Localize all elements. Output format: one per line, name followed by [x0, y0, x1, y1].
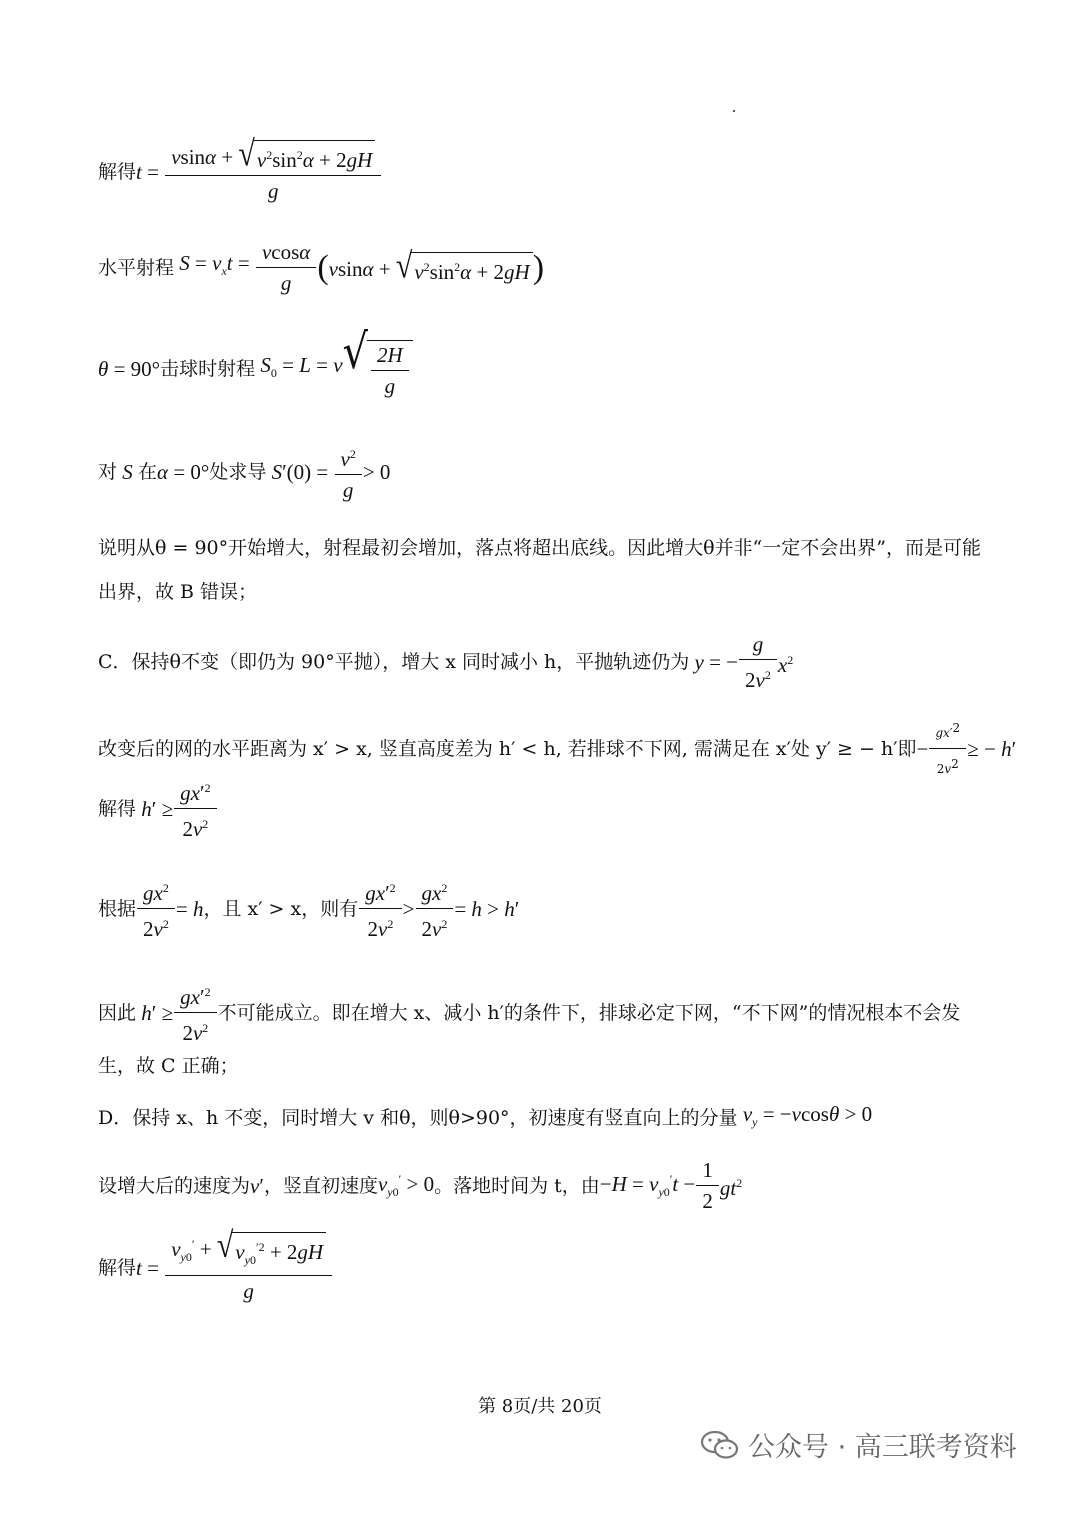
eq-time-2: 解得 t = $v_{y0}'$ + √ $v_{y0}^{'2} + 2gH$ g	[98, 1232, 333, 1303]
option-c: C．保持θ不变（即仍为 90°平抛），增大 x 同时减小 h，平抛轨迹仍为 y = − $\frac{g}{2v^2}$ $x^2$	[98, 632, 794, 692]
explain-b-1: 说明从θ = 90°开始增大，射程最初会增加，落点将超出底线。因此增大θ并非“一定不会出界”，而是可能	[98, 537, 981, 559]
conclusion-c-1: 因此 h′ ≥ $\frac{gx'^2}{2v^2}$ 不可能成立。即在增大 x、减小 h′的条件下，排球必定下网，“不下网”的情况根本不会发	[98, 985, 961, 1045]
wechat-icon	[700, 1430, 740, 1460]
watermark: 公众号 · 高三联考资料	[700, 1425, 1017, 1464]
eq-range: 水平射程 $S = v_xt$ = $\frac{vcos\alpha}{g}$ ( vsinα + √ $v^2\sin^2\alpha + 2gH$ )	[98, 240, 545, 295]
eq-derivative: 对 S 在 α = 0° 处求导 S′(0) = $\frac{v^2}{g}$ > 0	[98, 447, 391, 502]
eq-fall-time: 设增大后的速度为 v′ ，竖直初速度 $v_{y0}' > 0$ 。落地时间为 t，由 $-H = v_{y0}'t$ − $\frac{1}{2}$ $gt^2$	[98, 1158, 743, 1213]
eq-time-1: 解得 t = vsinα + √ $v^2\sin^2\alpha + 2gH$ g	[98, 140, 382, 203]
net-condition: 改变后的网的水平距离为 x′ > x, 竖直高度差为 h′ < h, 若排球不下网, 需满足在 x′处 y′ ≥ − h′即 − $\frac{gx'^2}{2v^2}$ ≥ − h′	[98, 716, 1016, 781]
eq-range-90: θ = 90° 击球时射程 $S_0 = L = v$ √ $\frac{2H}{g}$	[98, 340, 413, 398]
page-footer: 第 8页/共 20页	[478, 1396, 602, 1417]
eq-compare: 根据 $\frac{gx^2}{2v^2}$ = h ，且 x′ > x，则有 $\frac{gx'^2}{2v^2}$ > $\frac{gx^2}{2v^2}$ = h > h′	[98, 881, 520, 941]
explain-b-2: 出界，故 B 错误；	[98, 581, 258, 603]
option-d: D．保持 x、h 不变，同时增大 v 和θ，则θ>90°，初速度有竖直向上的分量 $v_y = -vcos\theta > 0$	[98, 1102, 873, 1130]
eq-h-prime: 解得 h′ ≥ $\frac{gx'^2}{2v^2}$	[98, 776, 218, 841]
conclusion-c-2: 生，故 C 正确；	[98, 1055, 239, 1077]
stray-dot	[733, 110, 735, 112]
